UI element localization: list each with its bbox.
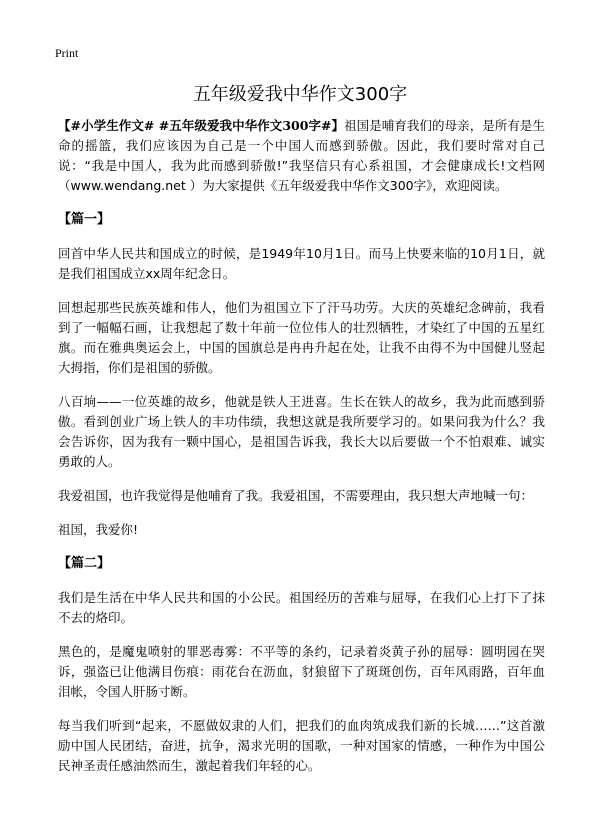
paragraph: 回想起那些民族英雄和伟人，他们为祖国立下了汗马功劳。大庆的英雄纪念碑前，我看到了一幅幅石画，让我想起了数十年前一位位伟人的壮烈牺牲，才染红了中国的五星红旗。而在雅典奥运会上，中国的国旗总是冉冉升起在处，让我不由得不为中国健儿竖起大拇指，你们是祖国的骄傲。	[58, 300, 545, 375]
print-link[interactable]: Print	[55, 46, 79, 60]
paragraph: 黑色的，是魔鬼喷射的罪恶毒雾：不平等的条约，记录着炎黄子孙的屈辱：圆明园在哭诉，强盗已让他满目伤痕：雨花台在沥血，豺狼留下了斑斑创伤，百年风雨路，百年血泪帐，令国人肝肠寸断。	[58, 644, 545, 699]
paragraph: 回首中华人民共和国成立的时候，是1949年10月1日。而马上快要来临的10月1日，就是我们祖国成立xx周年纪念日。	[58, 246, 545, 281]
intro-text: 祖国是哺育我们的母亲，是所有是生命的摇篮，我们应该因为自己是一个中国人而感到骄傲。因此，我们要时常对自己说：“我是中国人，我为此而感到骄傲!”我坚信只有心系祖国，才会健康成长!文档网（www.wendang.net ）为大家提供《五年级爱我中华作文300字》，欢迎阅读。	[58, 118, 545, 193]
paragraph: 八百垧——一位英雄的故乡，他就是铁人王进喜。生长在铁人的故乡，我为此而感到骄傲。看到创业广场上铁人的丰功伟绩，我想这就是我所要学习的。如果问我为什么？我会告诉你，因为我有一颗中国心，是祖国告诉我，我长大以后要做一个不怕艰难、诚实勇敢的人。	[58, 394, 545, 469]
page-title: 五年级爱我中华作文300字	[192, 84, 408, 105]
paragraph: 我爱祖国，也许我觉得是他哺育了我。我爱祖国，不需要理由，我只想大声地喊一句：	[58, 488, 534, 503]
paragraph: 我们是生活在中华人民共和国的小公民。祖国经历的苦难与屈辱，在我们心上打下了抹不去的烙印。	[58, 590, 545, 625]
paragraph: 祖国，我爱你!	[58, 522, 139, 537]
intro-paragraph	[58, 116, 545, 196]
section-heading-1: 【篇一】	[58, 212, 111, 227]
paragraph: 每当我们听到“起来，不愿做奴隶的人们，把我们的血肉筑成我们新的长城……”这首激励中国人民团结，奋进，抗争，渴求光明的国歌，一种对国家的情感，一种作为中国公民神圣责任感油然而生，激起着我们年轻的心。	[58, 718, 545, 773]
section-heading-2: 【篇二】	[58, 556, 111, 571]
article-body	[58, 116, 545, 790]
intro-tag: 【#小学生作文# #五年级爱我中华作文300字#】	[58, 118, 345, 133]
